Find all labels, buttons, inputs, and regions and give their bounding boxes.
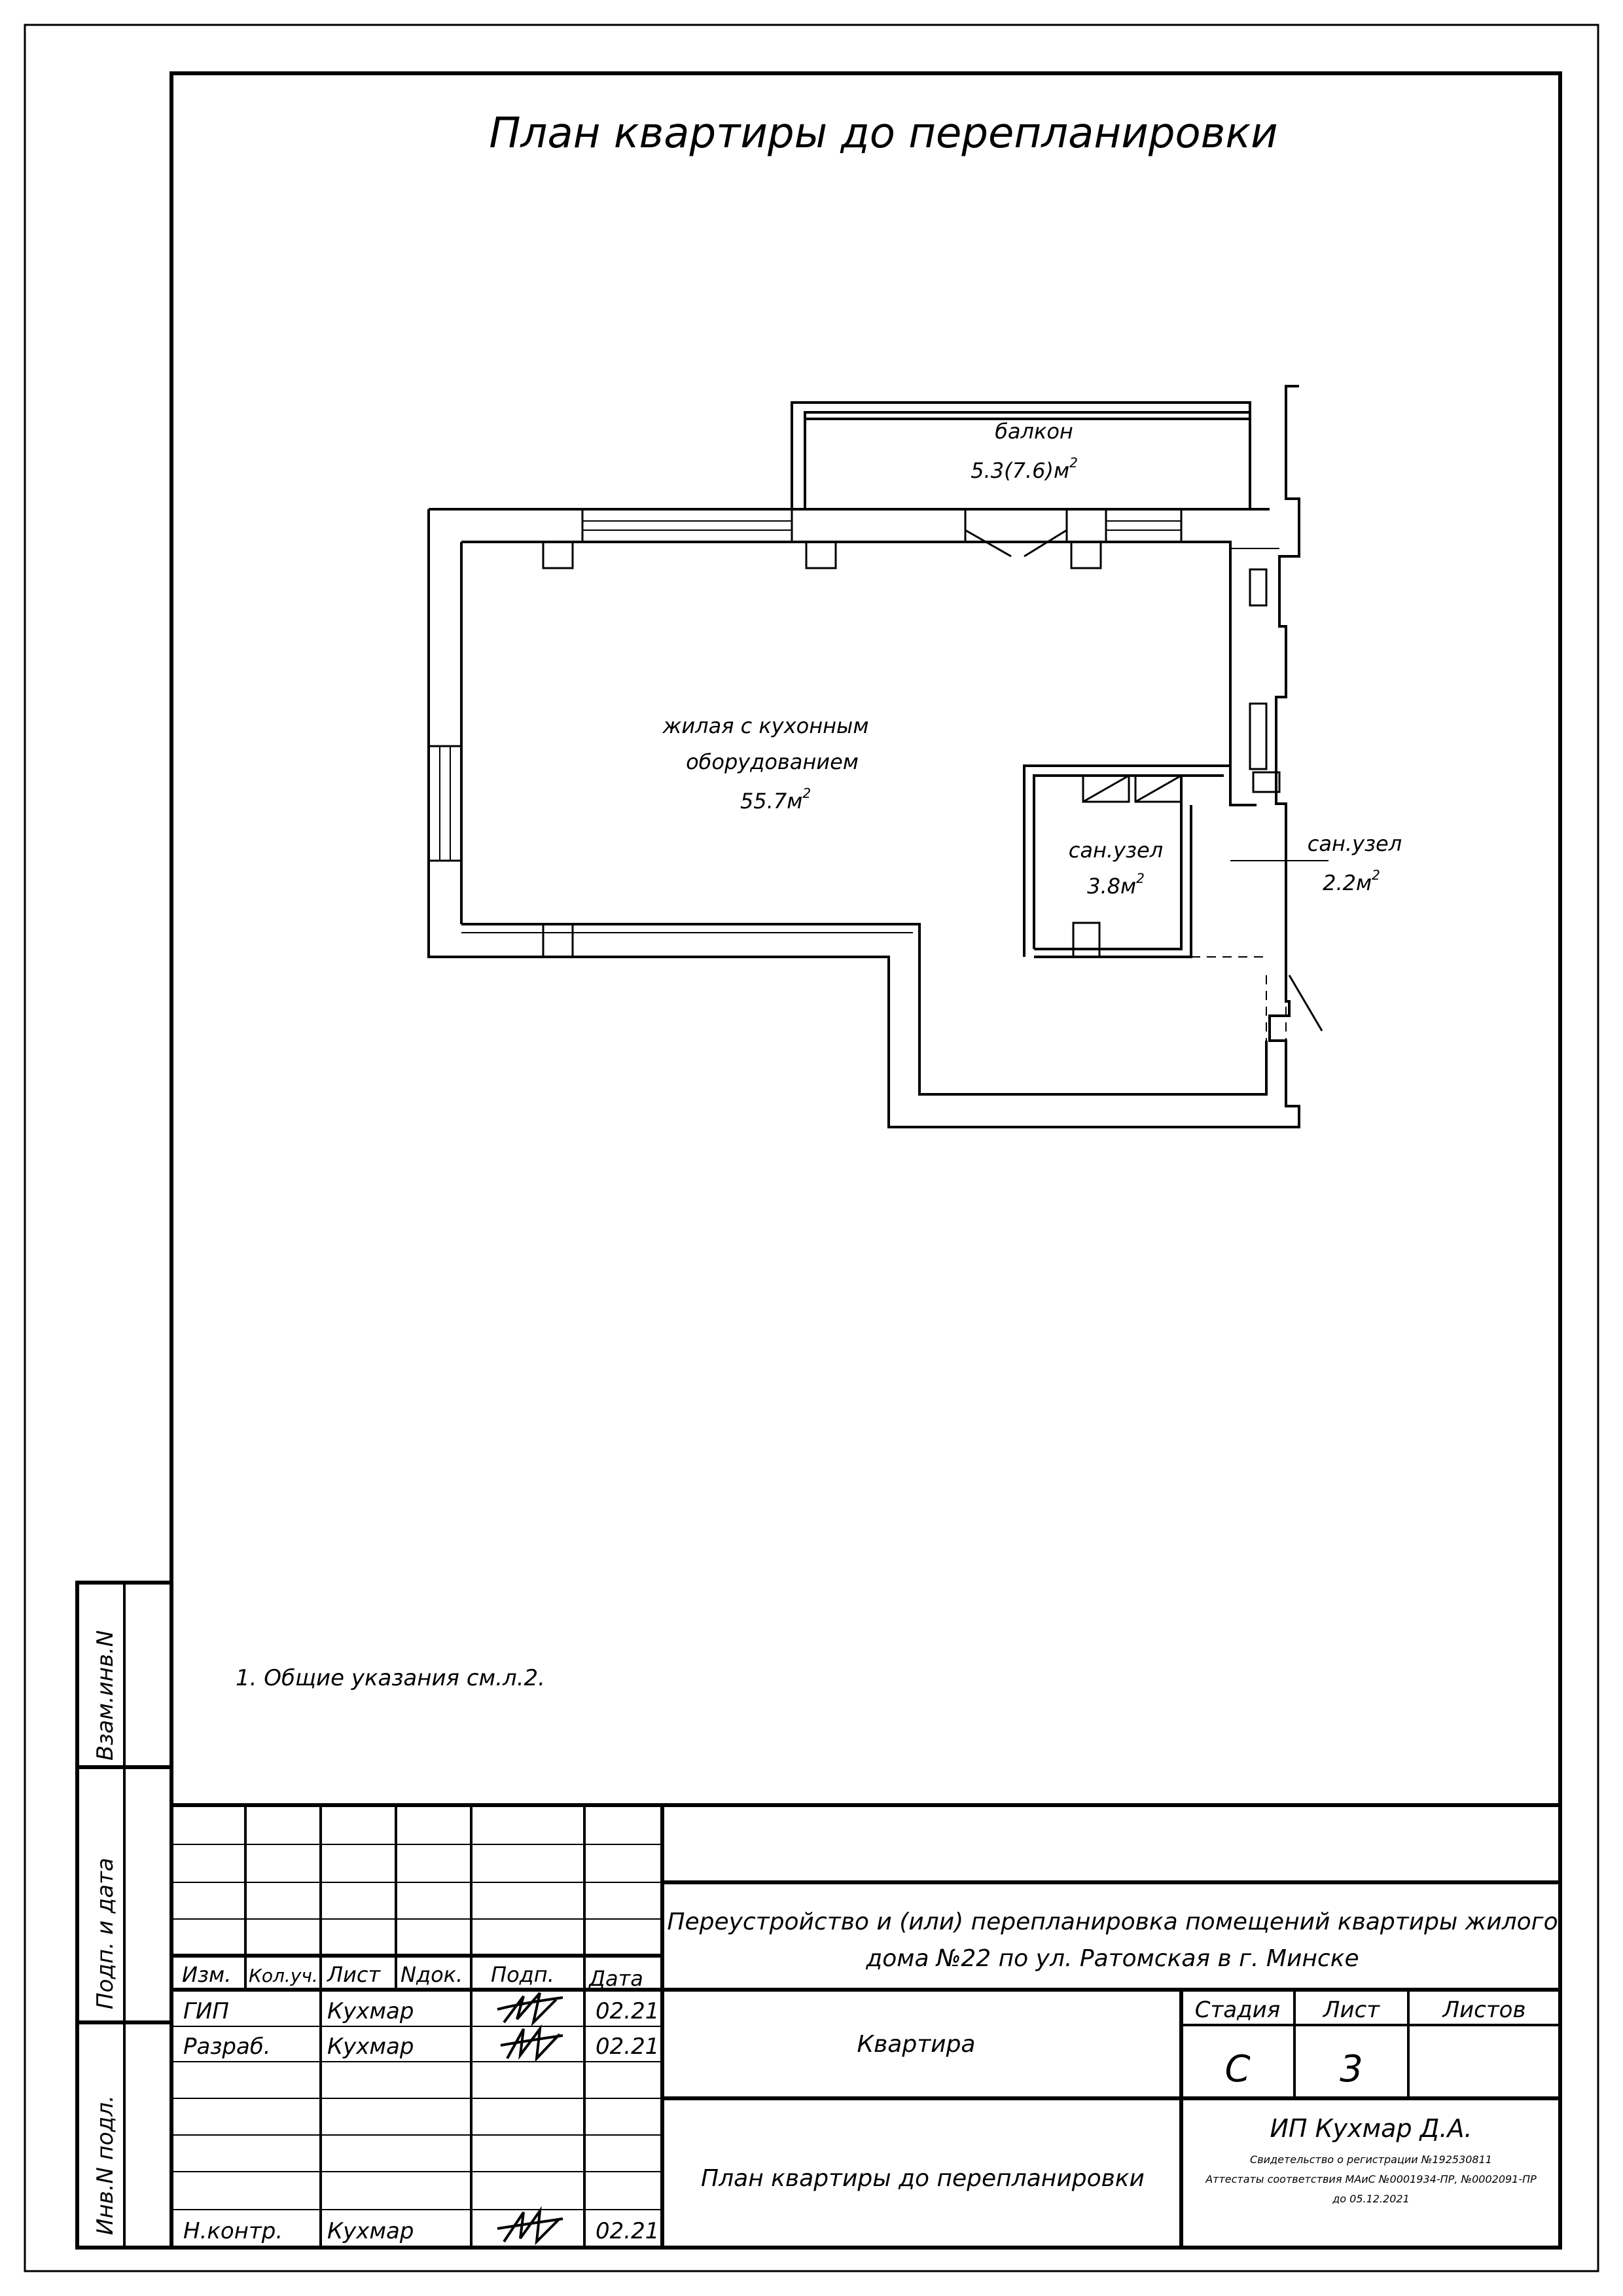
th-podp: Подп. [491, 1962, 554, 1987]
right-shaft-1 [1250, 569, 1266, 605]
company-name: ИП Кухмар Д.А. [1270, 2114, 1472, 2143]
balcony-name: балкон [995, 419, 1073, 444]
stamp-inv-podl: Инв.N подл. [92, 2095, 118, 2235]
signer-role-3: Н.контр. [183, 2218, 283, 2244]
th-list: Лист [327, 1962, 381, 1987]
general-note: 1. Общие указания см.л.2. [236, 1665, 545, 1691]
column-top-3 [1067, 509, 1106, 542]
balcony-area: $5.3(7.6)м^2$ [971, 455, 1078, 483]
sheet-title: План квартиры до перепланировки [701, 2165, 1145, 2192]
signer-role-1: ГИП [183, 1998, 229, 2024]
signature-3 [497, 2211, 563, 2242]
outer-wall-contour [429, 386, 1299, 1127]
signer-date-2: 02.21 [596, 2034, 660, 2060]
signer-name-3: Кухмар [327, 2218, 414, 2244]
window-top-1 [582, 509, 792, 542]
company-line-1: Свидетельство о регистрации №192530811 [1250, 2153, 1492, 2166]
stamp-podp-data: Подп. и дата [92, 1857, 118, 2009]
sheet-value: 3 [1340, 2048, 1363, 2090]
right-shaft-2 [1250, 704, 1266, 769]
sheet-label: Лист [1323, 1997, 1380, 2023]
signer-date-1: 02.21 [596, 1998, 660, 2024]
pilaster-2 [806, 542, 836, 568]
window-top-2 [792, 509, 965, 542]
project-line-1: Переустройство и (или) перепланировка помещений квартиры жилого [667, 1909, 1558, 1935]
bath1-fixture [1073, 923, 1099, 957]
signer-date-3: 02.21 [596, 2218, 660, 2244]
living-name-line2: оборудованием [686, 749, 859, 774]
window-top-3 [1106, 509, 1181, 542]
signer-name-2: Кухмар [327, 2034, 414, 2060]
drawing-title: План квартиры до перепланировки [489, 109, 1278, 158]
window-left [429, 746, 461, 861]
living-name-line1: жилая с кухонным [662, 713, 869, 738]
stage-label: Стадия [1194, 1997, 1281, 2023]
th-data: Дата [589, 1966, 643, 1991]
pilaster-3 [1071, 542, 1101, 568]
company-line-3: до 05.12.2021 [1332, 2193, 1410, 2205]
bath2-area: $2.2м^2$ [1323, 867, 1380, 895]
th-kol: Кол.уч. [249, 1965, 318, 1986]
pilaster-1 [543, 542, 573, 568]
object-name: Квартира [857, 2031, 976, 2058]
living-area: $55.7м^2$ [740, 785, 812, 814]
project-line-2: дома №22 по ул. Ратомская в г. Минске [866, 1945, 1359, 1972]
entrance-door-leaf [1289, 975, 1322, 1031]
floor-plan [429, 386, 1329, 1127]
stage-value: С [1224, 2048, 1251, 2090]
bath2-name: сан.узел [1307, 831, 1402, 856]
th-ndok: Nдок. [401, 1962, 463, 1987]
room-labels [662, 419, 1402, 899]
bath1-name: сан.узел [1068, 838, 1164, 863]
signature-1 [497, 1993, 563, 2022]
th-izm: Изм. [182, 1962, 232, 1987]
sheets-label: Листов [1442, 1997, 1526, 2023]
bath1-area: $3.8м^2$ [1087, 870, 1145, 899]
side-stamp [77, 1583, 171, 2248]
company-line-2: Аттестаты соответствия МАиС №0001934-ПР, №0002091-ПР [1205, 2173, 1537, 2185]
pilaster-4 [543, 924, 573, 957]
signer-role-2: Разраб. [183, 2034, 271, 2060]
signature-2 [501, 2029, 563, 2058]
signer-name-1: Кухмар [327, 1998, 414, 2024]
stamp-vzam: Взам.инв.N [92, 1630, 118, 1761]
